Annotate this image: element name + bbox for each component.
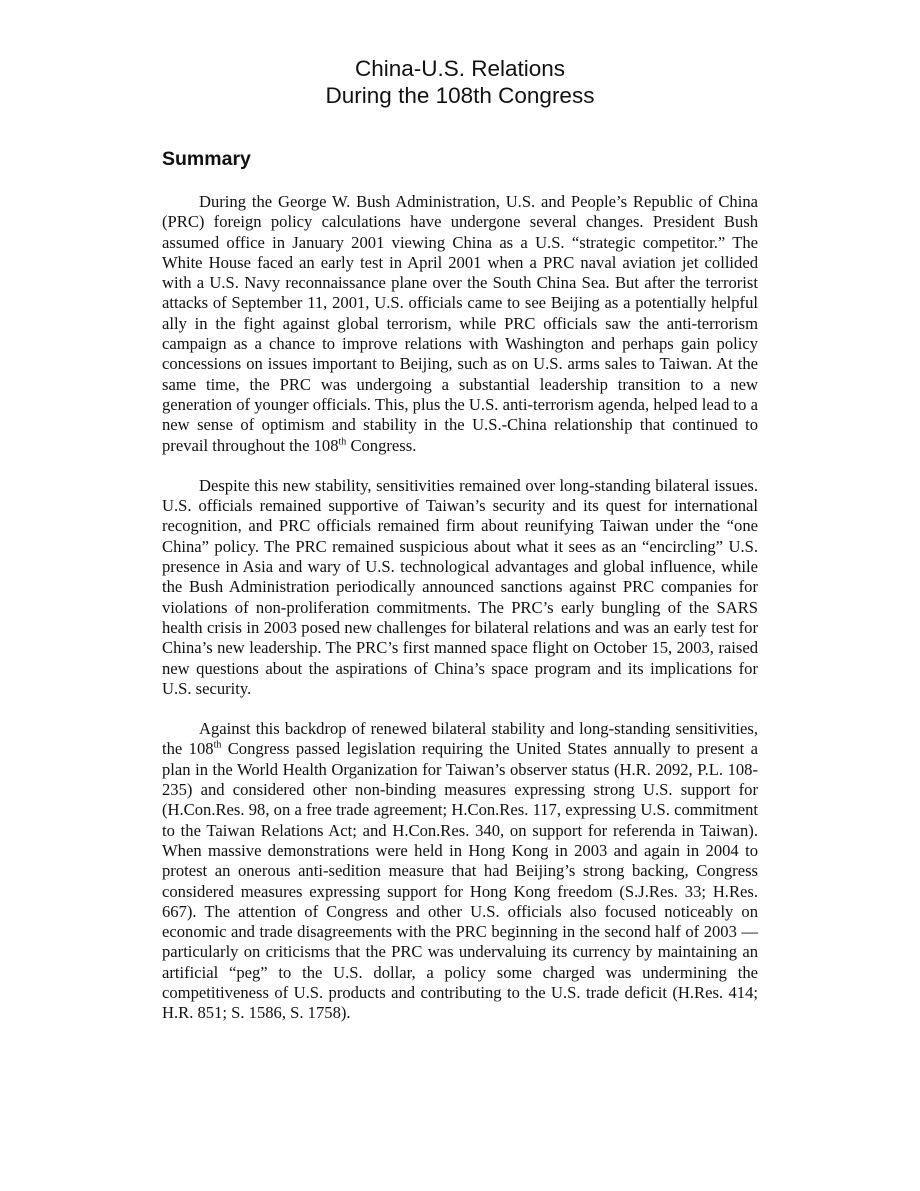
title-line-2: During the 108th Congress bbox=[325, 83, 595, 108]
paragraph-3 bbox=[162, 719, 758, 1023]
document-title bbox=[162, 55, 758, 109]
paragraph-2 bbox=[162, 476, 758, 699]
paragraph-1-end: Congress. bbox=[346, 435, 417, 455]
paragraph-3-start: Against this backdrop of renewed bilateral stability and long-standing sensitivities, the 108 bbox=[162, 719, 758, 759]
document-page bbox=[162, 55, 758, 1024]
section-heading: Summary bbox=[162, 148, 251, 170]
paragraph-3-superscript: th bbox=[213, 739, 222, 751]
paragraph-1 bbox=[162, 192, 758, 456]
paragraph-2-text: Despite this new stability, sensitivities remained over long-standing bilateral issues. U.S. officials remained supportive of Taiwan’s security and its quest for international recognition, and PRC officials remained firm about reunifying Taiwan under the “one China” policy. The PRC remained suspicious about what it sees as an “encircling” U.S. presence in Asia and wary of U.S. technological advantages and global influence, while the Bush Administration periodically announced sanctions against PRC companies for violations of non-proliferation commitments. The PRC’s early bungling of the SARS health crisis in 2003 posed new challenges for bilateral relations and was an early test for China’s new leadership. The PRC’s first manned space flight on October 15, 2003, raised new questions about the aspirations of China’s space program and its implications for U.S. security. bbox=[162, 475, 758, 698]
paragraph-1-text: During the George W. Bush Administration, U.S. and People’s Republic of China (PRC) foreign policy calculations have undergone several changes. President Bush assumed office in January 2001 viewing China as a U.S. “strategic competitor.” The White House faced an early test in April 2001 when a PRC naval aviation jet collided with a U.S. Navy reconnaissance plane over the South China Sea. But after the terrorist attacks of September 11, 2001, U.S. officials came to see Beijing as a potentially helpful ally in the fight against global terrorism, while PRC officials saw the anti-terrorism campaign as a chance to improve relations with Washington and perhaps gain policy concessions on issues important to Beijing, such as on U.S. arms sales to Taiwan. At the same time, the PRC was undergoing a substantial leadership transition to a new generation of younger officials. This, plus the U.S. anti-terrorism agenda, helped lead to a new sense of optimism and stability in the U.S.-China relationship that continued to prevail throughout the 108 bbox=[162, 192, 758, 455]
title-line-1: China-U.S. Relations bbox=[354, 56, 566, 81]
paragraph-1-superscript: th bbox=[338, 436, 347, 448]
paragraph-3-text: Congress passed legislation requiring the United States annually to present a plan in the World Health Organization for Taiwan’s observer status (H.R. 2092, P.L. 108-235) and considered other non-binding measures expressing strong U.S. support for (H.Con.Res. 98, on a free trade agreement; H.Con.Res. 117, expressing U.S. commitment to the Taiwan Relations Act; and H.Con.Res. 340, on support for referenda in Taiwan). When massive demonstrations were held in Hong Kong in 2003 and again in 2004 to protest an onerous anti-sedition measure that had Beijing’s strong backing, Congress considered measures expressing support for Hong Kong freedom (S.J.Res. 33; H.Res. 667). The attention of Congress and other U.S. officials also focused noticeably on economic and trade disagreements with the PRC beginning in the second half of 2003 — particularly on criticisms that the PRC was undervaluing its currency by maintaining an artificial “peg” to the U.S. dollar, a policy some charged was undermining the competitiveness of U.S. products and contributing to the U.S. trade deficit (H.Res. 414; H.R. 851; S. 1586, S. 1758). bbox=[162, 739, 758, 1023]
